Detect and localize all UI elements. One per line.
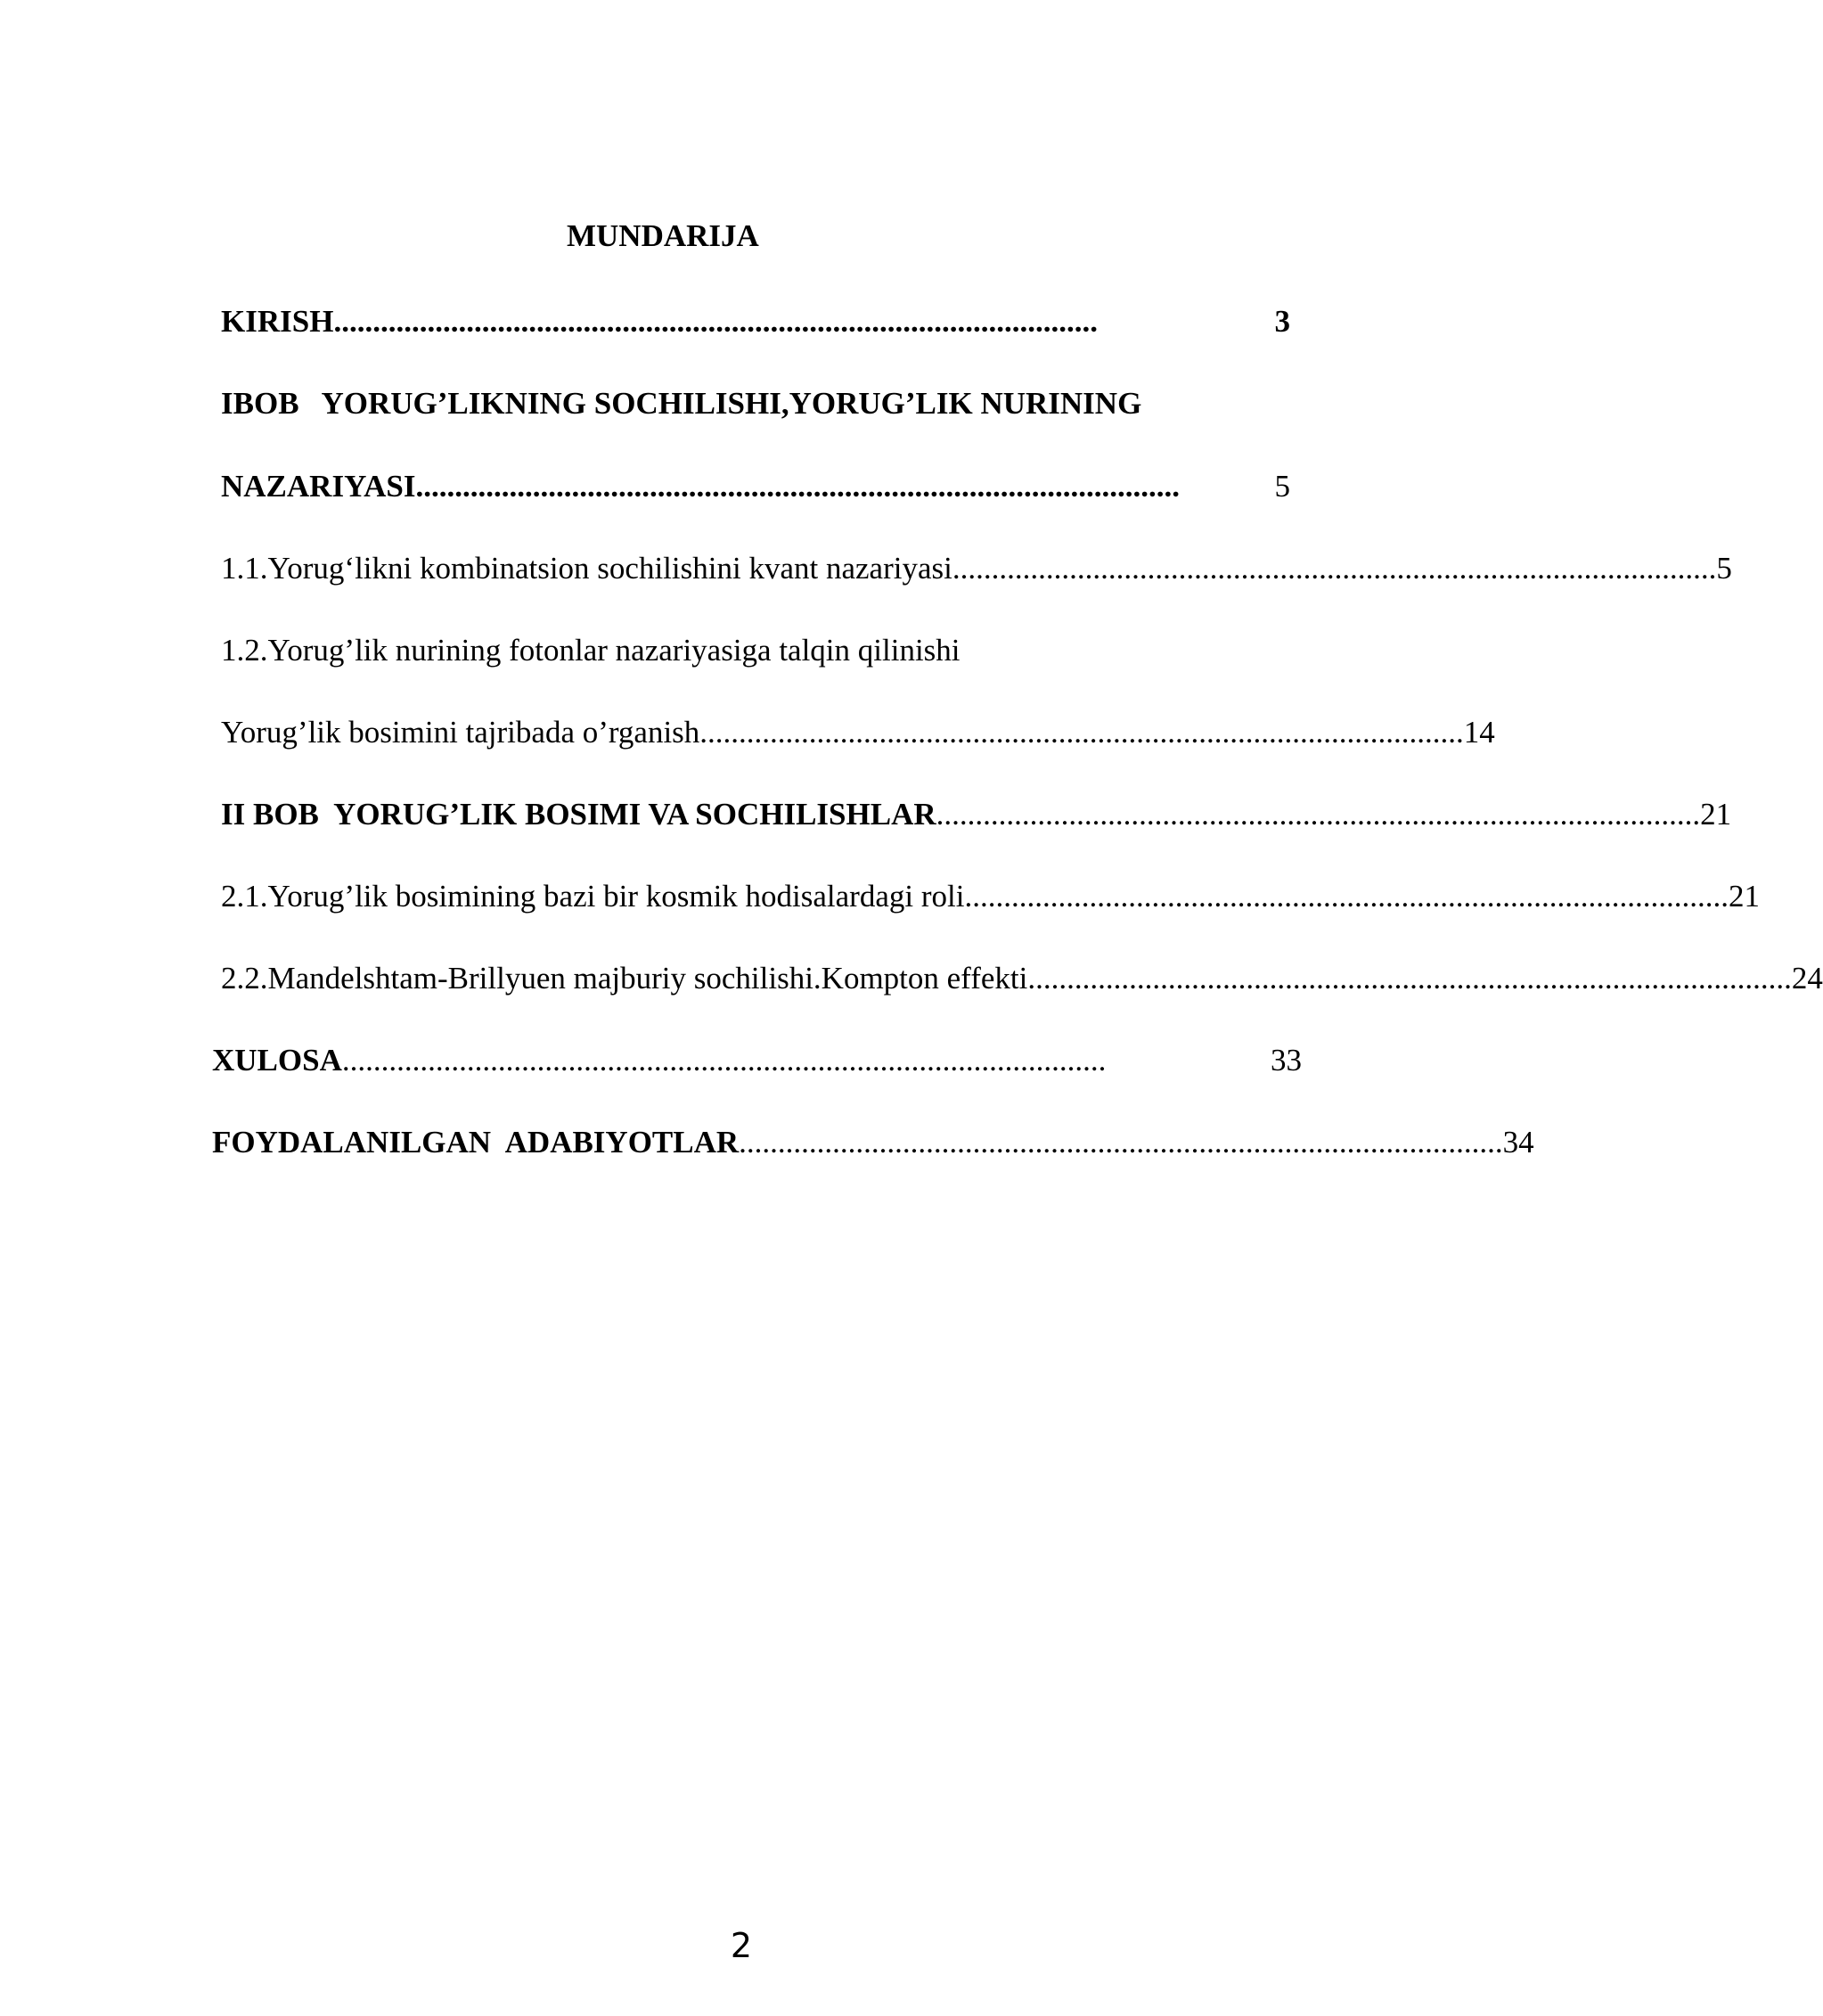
toc-entry-label: NAZARIYASI	[221, 469, 416, 504]
toc-entry-conclusion[interactable]	[212, 1040, 1302, 1081]
toc-leader-dots: ..................................................................................................	[952, 551, 1717, 586]
toc-page-number: 24	[1791, 961, 1823, 996]
toc-leader-dots: ..................................................................................................	[415, 469, 1180, 504]
toc-entry-label: II BOB YORUG’LIK BOSIMI VA SOCHILISHLAR	[221, 797, 936, 832]
toc-entry-kirish[interactable]	[221, 301, 1290, 342]
page-number: 2	[730, 1926, 753, 1965]
toc-entry-label: 2.1.Yorug’lik bosimining bazi bir kosmik hodisalardagi roli	[221, 879, 965, 914]
toc-entry-label: 1.1.Yorug‘likni kombinatsion sochilishini kvant nazariyasi	[221, 551, 952, 586]
toc-leader-dots: ..................................................................................................	[1027, 961, 1792, 996]
toc-entry-chapter1[interactable]	[221, 466, 1290, 507]
toc-entry-1-1[interactable]	[221, 548, 1732, 589]
toc-leader-dots: ..................................................................................................	[964, 879, 1729, 914]
toc-page-number: 3	[1274, 304, 1290, 339]
toc-entry-1-2[interactable]	[221, 712, 1495, 753]
toc-page-number: 14	[1463, 715, 1495, 750]
toc-page-number: 33	[1271, 1043, 1302, 1078]
toc-title: MUNDARIJA	[567, 218, 759, 253]
toc-entry-label: FOYDALANILGAN ADABIYOTLAR	[212, 1125, 740, 1160]
toc-entry-label: Yorug’lik bosimini tajribada o’rganish	[221, 715, 700, 750]
toc-entry-label: KIRISH	[221, 304, 334, 339]
toc-entry-2-1[interactable]	[221, 876, 1760, 917]
toc-entry-chapter1-heading[interactable]	[221, 383, 1290, 424]
toc-leader-dots: ..................................................................................................	[699, 715, 1464, 750]
toc-leader-dots: ..................................................................................................	[341, 1043, 1107, 1078]
toc-page-number: 21	[1728, 879, 1760, 914]
toc-entry-2-2[interactable]	[221, 958, 1823, 999]
toc-entry-references[interactable]	[212, 1122, 1534, 1163]
toc-entry-label: IBOB YORUG’LIKNING SOCHILISHI,YORUG’LIK NURINING	[221, 386, 1142, 421]
toc-page-number: 21	[1700, 797, 1732, 832]
toc-leader-dots: ..................................................................................................	[936, 797, 1701, 832]
toc-page-number: 5	[1716, 551, 1732, 586]
toc-entry-label: 1.2.Yorug’lik nurining fotonlar nazariyasiga talqin qilinishi	[221, 633, 961, 668]
toc-page-number: 5	[1274, 469, 1290, 504]
toc-page-number: 34	[1502, 1125, 1534, 1160]
toc-entry-label: 2.2.Mandelshtam-Brillyuen majburiy sochilishi.Kompton effekti	[221, 961, 1028, 996]
toc-entry-label: XULOSA	[212, 1043, 342, 1078]
toc-entry-1-2-heading[interactable]	[221, 630, 1290, 671]
toc-leader-dots: ..................................................................................................	[739, 1125, 1503, 1160]
toc-leader-dots: ..................................................................................................	[333, 304, 1098, 339]
toc-entry-chapter2[interactable]	[221, 794, 1732, 835]
